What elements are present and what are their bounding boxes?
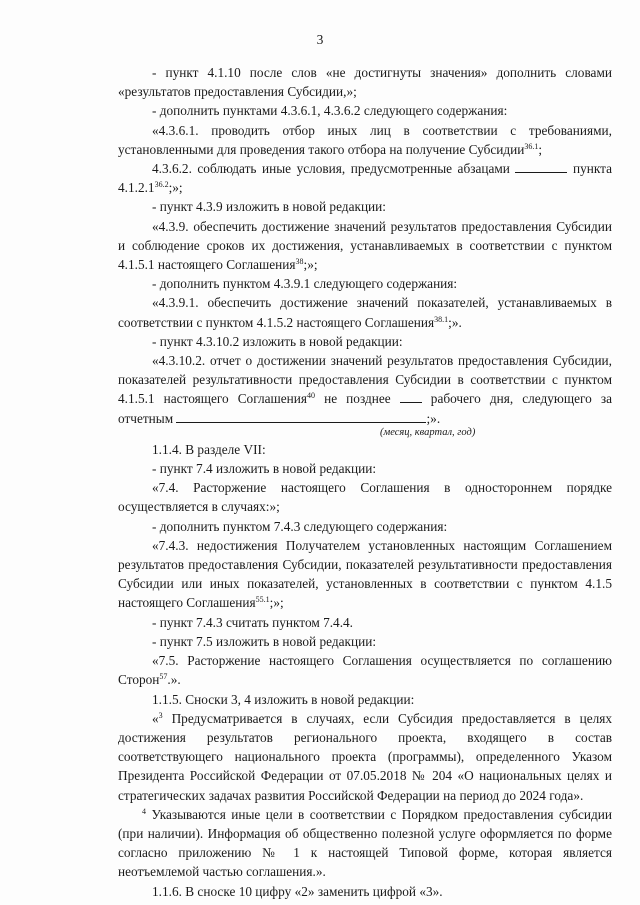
paragraph: 1.1.6. В сноске 10 цифру «2» заменить цифрой «3». [152, 883, 443, 899]
paragraph: - пункт 7.5 изложить в новой редакции: [152, 633, 377, 649]
footnote-ref: 57 [159, 672, 168, 682]
paragraph: «7.4. Расторжение настоящего Соглашения в одностороннем порядке осуществляется в случаях:»; [118, 480, 612, 515]
page-number: 3 [316, 32, 324, 47]
footnote-ref: 40 [307, 391, 316, 401]
footnote-ref: 55.1 [255, 595, 270, 605]
paragraph: - дополнить пунктом 7.4.3 следующего содержания: [152, 518, 448, 534]
paragraph: «4.3.9.1. обеспечить достижение значений показателей, устанавливаемых в соответствии с пунктом 4.1.5.2 настоящего Соглашения$^{38.1}$;». [118, 295, 612, 330]
paragraph: «4.3.6.1. проводить отбор иных лиц в соответствии с требованиями, установленными для проведения такого отбора на получение Субсидии$^{36.1}$; [118, 122, 612, 157]
paragraph: «4.3.10.2. отчет о достижении значений результатов предоставления Субсидии, показателей результативности предоставления Субсидии в соответствии с пунктом 4.1.5.1 настоящего Соглашения$^{40}$ не позднее рабочего дня, следующего за отчетным ;». [118, 353, 612, 426]
fill-blank [176, 411, 426, 423]
paragraph: «7.5. Расторжение настоящего Соглашения осуществляется по соглашению Сторон$^{57}$.». [118, 653, 612, 688]
paragraph: «4.3.9. обеспечить достижение значений результатов предоставления Субсидии и соблюдение сроков их достижения, устанавливаемых в соответствии с пунктом 4.1.5.1 настоящего Соглашения$^{38}$;»; [118, 218, 612, 273]
footnote-paragraph: $^4$ Указываются иные цели в соответствии с Порядком предоставления субсидии (при наличии). Информация об общественно полезной услуге оформляется по форме согласно приложению № 1 к настоящей Типовой форме, которая является неотъемлемой частью соглашения.». [118, 806, 612, 880]
footnote-ref: 38 [295, 257, 304, 267]
paragraph: - дополнить пунктом 4.3.9.1 следующего содержания: [152, 276, 458, 292]
footnote-ref: 36.2 [154, 180, 169, 190]
paragraph: - пункт 4.1.10 после слов «не достигнуты значения» дополнить словами «результатов предоставления Субсидии,»; [118, 65, 612, 100]
footnote-ref: 38.1 [434, 314, 449, 324]
blank-caption: (месяц, квартал, год) [380, 426, 476, 438]
paragraph: - дополнить пунктами 4.3.6.1, 4.3.6.2 следующего содержания: [152, 103, 508, 119]
fill-blank [515, 161, 567, 173]
paragraph: - пункт 7.4.3 считать пунктом 7.4.4. [152, 614, 353, 630]
paragraph: 1.1.5. Сноски 3, 4 изложить в новой редакции: [152, 691, 415, 707]
paragraph: «7.4.3. недостижения Получателем установленных настоящим Соглашением результатов предоставления Субсидии, показателей результативности предоставления Субсидии или иных показателей, установленных в соответствии с пунктом 4.1.5 настоящего Соглашения$^{55.1}$;»; [118, 537, 612, 611]
footnote-ref: 4 [142, 806, 146, 816]
paragraph: - пункт 7.4 изложить в новой редакции: [152, 461, 377, 477]
footnote-paragraph: «$^3$ Предусматривается в случаях, если Субсидия предоставляется в целях достижения результатов регионального проекта, входящего в состав соответствующего национального проекта (программы), определенного Указом Президента Российской Федерации от 07.05.2018 № 204 «О национальных целях и стратегических задачах развития Российской Федерации на период до 2024 года». [118, 710, 612, 803]
paragraph: 4.3.6.2. соблюдать иные условия, предусмотренные абзацами пункта $4.1.2.1^{36.2}$;»; [118, 161, 612, 196]
paragraph: - пункт 4.3.10.2 изложить в новой редакции: [152, 333, 403, 349]
paragraph: 1.1.4. В разделе VII: [152, 441, 266, 457]
fill-blank [400, 391, 422, 403]
paragraph: - пункт 4.3.9 изложить в новой редакции: [152, 199, 386, 215]
footnote-ref: 3 [158, 710, 163, 720]
document-body [118, 63, 612, 901]
footnote-ref: 36.1 [524, 141, 539, 151]
